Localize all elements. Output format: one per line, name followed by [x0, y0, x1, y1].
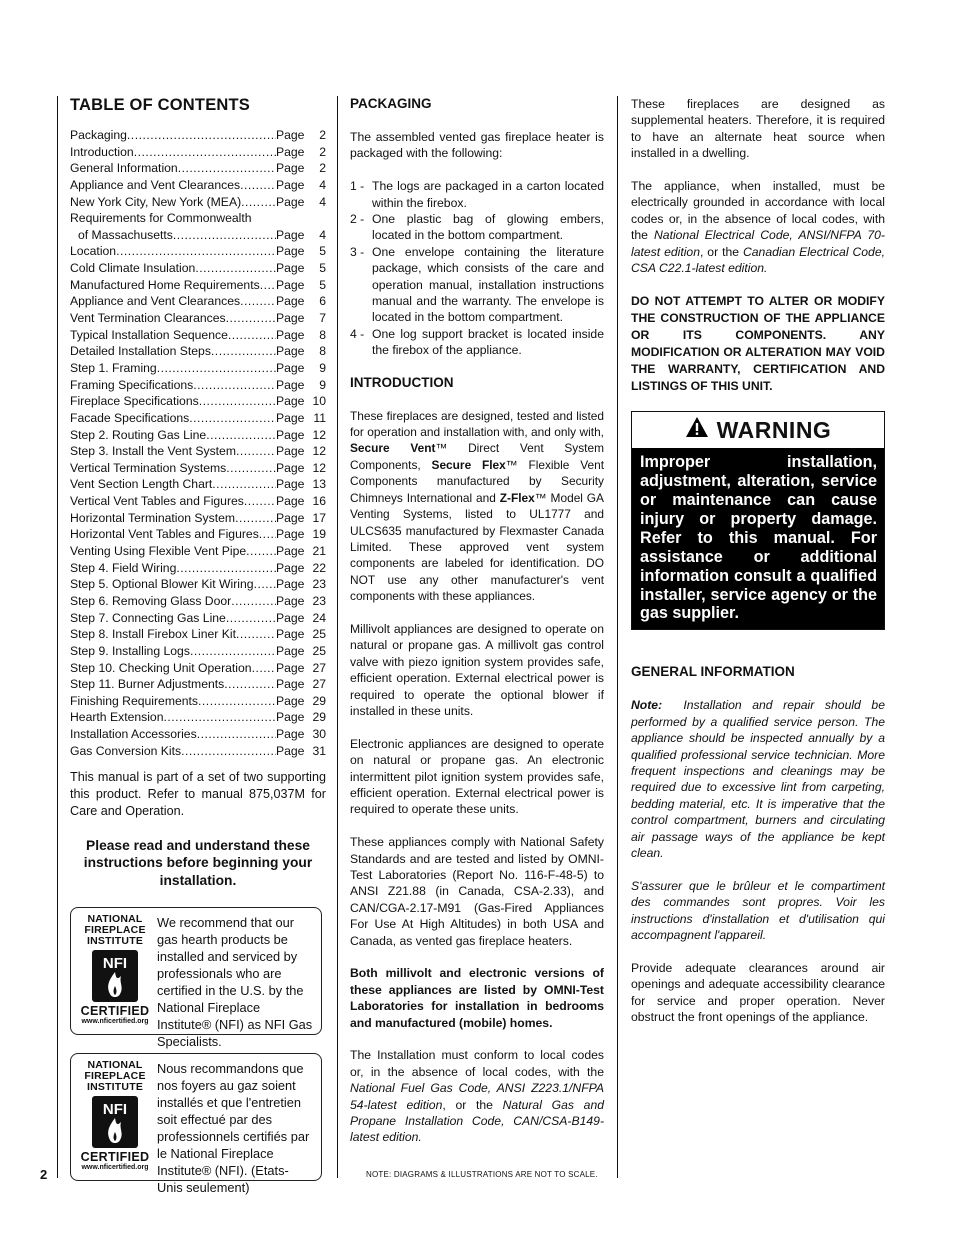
column-right	[631, 96, 885, 1042]
packaging-item-text: One log support bracket is located inside the firebox of the appliance.	[372, 326, 604, 358]
intro-paragraph-millivolt: Millivolt appliances are designed to operate on natural or propane gas. A millivolt gas control valve with piezo ignition system provides safe, efficient operation. External electrical power is required to operate the optional blower if installed in these units.	[350, 621, 604, 718]
packaging-item-number: 4 -	[350, 326, 365, 341]
toc-entry-page	[276, 593, 326, 610]
toc-leader-dots	[198, 693, 276, 710]
intro-paragraph-listing: Both millivolt and electronic versions of these appliances are listed by OMNI-Test Laboratories for installation in bedrooms and manufactured (mobile) homes.	[350, 966, 604, 1030]
toc-leader-dots	[246, 543, 276, 560]
toc-page-number: 6	[319, 294, 326, 309]
toc-page-label: Page	[276, 144, 305, 159]
nfi-flame-icon	[92, 950, 138, 1002]
toc-page-number: 30	[312, 727, 326, 742]
toc-entry-page	[276, 726, 326, 743]
nfi-mark-text: NFI	[102, 954, 128, 972]
toc-leader-dots	[235, 510, 276, 527]
toc-entry[interactable]	[70, 377, 326, 394]
toc-entry-title: Fireplace Specifications	[70, 394, 199, 409]
toc-entry[interactable]	[70, 243, 326, 260]
toc-entry-page	[276, 243, 326, 260]
toc-page-label: Page	[276, 560, 305, 575]
toc-entry[interactable]	[70, 660, 326, 677]
toc-page-label: Page	[276, 244, 305, 259]
toc-entry-page	[276, 194, 326, 211]
nfi-url: www.nficertified.org	[81, 1017, 149, 1025]
toc-leader-dots	[240, 293, 276, 310]
toc-entry-title: Step 9. Installing Logs	[70, 643, 190, 658]
intro-paragraph-electronic: Electronic appliances are designed to operate on natural or propane gas. An electronic intermittent pilot ignition system provides safe, efficient operation. External electrical power is required to operate these units.	[350, 736, 604, 817]
toc-entry[interactable]	[70, 610, 326, 627]
toc-page-label: Page	[276, 544, 305, 559]
footer-note: NOTE: DIAGRAMS & ILLUSTRATIONS ARE NOT TO SCALE.	[366, 1170, 598, 1179]
toc-leader-dots	[252, 660, 276, 677]
toc-leader-dots	[157, 360, 276, 377]
toc-entry[interactable]	[70, 743, 326, 760]
toc-entry[interactable]	[70, 543, 326, 560]
toc-entry-title: Hearth Extension	[70, 710, 164, 725]
toc-entry[interactable]	[70, 526, 326, 543]
toc-entry[interactable]	[70, 160, 326, 177]
toc-page-number: 23	[312, 593, 326, 608]
toc-entry-title: Installation Accessories	[70, 727, 197, 742]
toc-entry[interactable]	[70, 560, 326, 577]
toc-entry-title: Venting Using Flexible Vent Pipe	[70, 544, 247, 559]
toc-page-number: 2	[319, 161, 326, 176]
toc-page-label: Page	[276, 477, 305, 492]
toc-entry-title: Vertical Termination Systems	[70, 460, 227, 475]
toc-page-number: 23	[312, 577, 326, 592]
toc-entry-title: Step 6. Removing Glass Door	[70, 593, 232, 608]
toc-page-number: 31	[312, 743, 326, 758]
toc-leader-dots	[236, 626, 276, 643]
toc-entry-title: Vertical Vent Tables and Figures	[70, 494, 244, 509]
intro-paragraph-standards: These appliances comply with National Safety Standards and are tested and listed by OMNI-Test Laboratories (Report No. 116-F-48-5) to ANSI Z21.88 (in Canada, CSA-2.33), and CAN/CGA-2.17-M91 (Gas-Fired Appliances For Use At High Altitudes) in both USA and Canada, as vented gas fireplace heaters.	[350, 835, 604, 948]
packaging-item	[350, 178, 604, 211]
toc-page-label: Page	[276, 660, 305, 675]
nfi-brand: NATIONAL FIREPLACE INSTITUTE	[84, 912, 146, 947]
toc-leader-dots	[181, 743, 276, 760]
intro-paragraph-vent: These fireplaces are designed, tested and listed for operation and installation with, and only with, Secure Vent™ Direct Vent System Components, Secure Flex™ Flexible Vent Components manufactured by Security Chimneys International and Z-Flex™ Model GA Venting Systems, listed to UL1777 and ULCS635 manufactured by Flexmaster Canada Limited. These approved vent system components are labeled for identification. DO NOT use any other manufacturer's vent components with these appliances.	[350, 408, 605, 604]
toc-entry-title: Step 5. Optional Blower Kit Wiring	[70, 577, 254, 592]
packaging-list	[350, 178, 604, 358]
toc-page-label: Page	[276, 743, 305, 758]
toc-entry-page	[276, 576, 326, 593]
toc-page-label: Page	[276, 527, 305, 542]
toc-entry-page	[276, 160, 326, 177]
toc-page-number: 17	[312, 510, 326, 525]
toc-entry[interactable]	[70, 227, 326, 244]
nfi-logo	[79, 1060, 151, 1174]
toc-page-number: 8	[319, 344, 326, 359]
toc-page-label: Page	[276, 727, 305, 742]
toc-entry-page	[276, 427, 326, 444]
toc-entry-page	[276, 743, 326, 760]
toc-leader-dots	[127, 127, 276, 144]
nfi-logo	[79, 914, 151, 1028]
column-middle	[350, 96, 604, 1162]
toc-entry[interactable]	[70, 343, 326, 360]
nfi-flame-icon	[92, 1096, 138, 1148]
toc-page-label: Page	[276, 460, 305, 475]
toc-page-number: 11	[313, 410, 326, 425]
nfi-french-box	[70, 1053, 322, 1195]
toc-entry-title: Location	[70, 244, 117, 259]
packaging-item	[350, 244, 604, 326]
toc-entry-title: General Information	[70, 161, 178, 176]
toc-entry[interactable]	[70, 643, 326, 660]
nfi-certified: CERTIFIED	[80, 1149, 150, 1164]
toc-leader-dots	[241, 194, 276, 211]
packaging-heading: PACKAGING	[350, 96, 432, 111]
toc-entry-title: Gas Conversion Kits	[70, 743, 182, 758]
toc-page-number: 27	[312, 660, 326, 675]
toc-entry[interactable]	[70, 709, 326, 726]
toc-page-number: 4	[319, 194, 326, 209]
toc-entry[interactable]	[70, 460, 326, 477]
toc-entry[interactable]	[70, 277, 326, 294]
toc-page-label: Page	[276, 177, 305, 192]
toc-leader-dots	[228, 327, 276, 344]
warning-box	[631, 411, 885, 630]
toc-page-number: 7	[319, 311, 326, 326]
nfi-url: www.nficertified.org	[81, 1163, 149, 1171]
toc-page-label: Page	[276, 410, 305, 425]
toc-entry-title: Step 7. Connecting Gas Line	[70, 610, 226, 625]
toc-entry[interactable]	[70, 443, 326, 460]
toc-page-label: Page	[276, 510, 305, 525]
toc-leader-dots	[134, 144, 276, 161]
toc-page-label: Page	[276, 710, 305, 725]
toc-page-label: Page	[276, 161, 305, 176]
modification-warning: DO NOT ATTEMPT TO ALTER OR MODIFY THE CONSTRUCTION OF THE APPLIANCE OR ITS COMPONENTS. ANY MODIFICATION OR ALTERATION MAY VOID THE WARRANTY, CERTIFICATION AND LISTINGS OF THIS UNIT.	[631, 293, 885, 393]
toc-entry[interactable]	[70, 293, 326, 310]
packaging-item-text: The logs are packaged in a carton located within the firebox.	[372, 179, 604, 210]
packaging-item-number: 1 -	[350, 179, 365, 194]
toc-entry-page	[276, 560, 326, 577]
toc-entry[interactable]	[70, 427, 326, 444]
toc-entry[interactable]	[70, 676, 326, 693]
toc-entry-page	[276, 660, 326, 677]
toc-entry-title: Step 10. Checking Unit Operation	[70, 660, 252, 675]
toc-entry-title: Step 4. Field Wiring	[70, 560, 177, 575]
toc-entry-page	[276, 643, 326, 660]
toc-entry-title: Framing Specifications	[70, 377, 194, 392]
toc-entry-page	[276, 393, 326, 410]
column-rule-left	[57, 96, 58, 1178]
toc-page-number: 12	[312, 427, 326, 442]
toc-entry[interactable]	[70, 194, 326, 211]
toc-page-label: Page	[276, 577, 305, 592]
toc-entry-page	[276, 610, 326, 627]
toc-leader-dots	[224, 676, 276, 693]
toc-page-label: Page	[276, 227, 305, 242]
toc-page-label: Page	[276, 194, 305, 209]
toc-page-number: 29	[312, 693, 326, 708]
toc-entry[interactable]	[70, 393, 326, 410]
toc-page-label: Page	[276, 643, 305, 658]
toc-entry-page	[276, 177, 326, 194]
packaging-item-number: 2 -	[350, 212, 365, 227]
toc-page-number: 16	[312, 494, 326, 509]
french-note: S'assurer que le brûleur et le compartiment des commandes sont propres. Voir les instructions d'installation et d'utilisation qui accompagnent l'appareil.	[631, 878, 885, 943]
toc-entry[interactable]	[70, 210, 326, 227]
packaging-item-text: One plastic bag of glowing embers, located in the bottom compartment.	[372, 212, 604, 243]
toc-leader-dots	[226, 310, 276, 327]
toc-entry[interactable]	[70, 177, 326, 194]
packaging-item-number: 3 -	[350, 244, 365, 259]
toc-page-label: Page	[276, 277, 305, 292]
toc-entry-page	[276, 327, 326, 344]
toc-leader-dots	[193, 377, 276, 394]
toc-entry-page	[276, 277, 326, 294]
toc-entry-page	[276, 293, 326, 310]
toc-entry-title: Step 8. Install Firebox Liner Kit	[70, 627, 236, 642]
toc-page-number: 4	[319, 227, 326, 242]
toc-entry[interactable]	[70, 310, 326, 327]
toc-entry[interactable]	[70, 476, 326, 493]
packaging-item	[350, 326, 604, 359]
toc-page-number: 22	[312, 560, 326, 575]
supplemental-heater-note: These fireplaces are designed as supplemental heaters. Therefore, it is required to have an alternate heat source when installed in a dwelling.	[631, 97, 885, 161]
toc-leader-dots	[164, 709, 277, 726]
toc-entry-title: New York City, New York (MEA)	[70, 194, 242, 209]
clearances-note: Provide adequate clearances around air openings and adequate accessibility clearance for service and proper operation. Never obstruct the front openings of the appliance.	[631, 960, 885, 1025]
manual-note: This manual is part of a set of two supporting this product. Refer to manual 875,037M for Care and Operation.	[70, 770, 326, 819]
toc-page-number: 24	[312, 610, 326, 625]
column-rule-middle	[337, 96, 338, 1178]
toc-leader-dots	[226, 460, 276, 477]
toc-entry-title: Cold Climate Insulation	[70, 261, 196, 276]
nfi-english-box	[70, 907, 322, 1049]
nfi-french-text: Nous recommandons que nos foyers au gaz soient installés et que l'entretien soit effectué par des professionnels certifiés par le National Fireplace Institute® (NFI). (Etats-Unis seulement)	[157, 1060, 310, 1195]
toc-page-label: Page	[276, 360, 305, 375]
toc-entry[interactable]	[70, 144, 326, 161]
toc-page-number: 27	[312, 677, 326, 692]
toc-entry-page	[276, 676, 326, 693]
toc-page-number: 9	[319, 360, 326, 375]
toc-leader-dots	[212, 476, 276, 493]
toc-page-label: Page	[276, 128, 305, 142]
toc-entry-page	[276, 377, 326, 394]
toc-page-label: Page	[276, 610, 305, 625]
toc-page-label: Page	[276, 327, 305, 342]
toc-leader-dots	[190, 643, 276, 660]
toc-entry-page	[276, 626, 326, 643]
toc-leader-dots	[259, 526, 276, 543]
toc-entry-title: Detailed Installation Steps	[70, 344, 211, 359]
toc-page-label: Page	[276, 677, 305, 692]
toc-page-number: 12	[312, 460, 326, 475]
column-rule-right	[617, 96, 618, 1178]
toc-entry-title: Vent Section Length Chart	[70, 477, 213, 492]
toc-entry-title: Step 1. Framing	[70, 360, 157, 375]
toc-page-number: 25	[312, 627, 326, 642]
toc-page-label: Page	[276, 444, 305, 459]
toc-page-number: 12	[312, 444, 326, 459]
toc-entry-title: Horizontal Vent Tables and Figures	[70, 527, 259, 542]
toc-leader-dots	[240, 177, 276, 194]
toc-entry-title: Step 2. Routing Gas Line	[70, 427, 207, 442]
toc-entry-title: Appliance and Vent Clearances	[70, 294, 241, 309]
toc-entry-title: Finishing Requirements	[70, 693, 199, 708]
toc-entry[interactable]	[70, 626, 326, 643]
toc-page-label: Page	[276, 494, 305, 509]
toc-leader-dots	[260, 277, 276, 294]
toc-heading: TABLE OF CONTENTS	[70, 96, 251, 114]
toc-leader-dots	[244, 493, 276, 510]
toc-page-number: 9	[319, 377, 326, 392]
toc-entry-title: Facade Specifications	[70, 410, 190, 425]
toc-page-number: 5	[319, 244, 326, 259]
toc-leader-dots	[116, 243, 276, 260]
toc-entry[interactable]	[70, 360, 326, 377]
toc-entry[interactable]	[70, 493, 326, 510]
packaging-item-text: One envelope containing the literature package, which consists of the care and operation manual, installation instructions manual and the warranty. The envelope is located in the bottom compartment.	[372, 244, 604, 325]
toc-leader-dots	[173, 227, 276, 244]
toc-page-number: 29	[312, 710, 326, 725]
toc-entry-page	[276, 310, 326, 327]
toc-page-number: 2	[319, 128, 326, 142]
packaging-intro: The assembled vented gas fireplace heater is packaged with the following:	[350, 130, 604, 161]
warning-header	[632, 412, 884, 448]
toc-entry-title: of Massachusetts	[78, 227, 173, 242]
toc-entry[interactable]	[70, 593, 326, 610]
toc-page-number: 13	[312, 477, 326, 492]
toc-page-number: 19	[312, 527, 326, 542]
toc-entry-title: Introduction	[70, 144, 134, 159]
toc-entry-page	[276, 227, 326, 244]
toc-entry[interactable]	[70, 260, 326, 277]
intro-paragraph-codes: The Installation must conform to local codes or, in the absence of local codes, with the National Fuel Gas Code, ANSI Z223.1/NFPA 54-latest edition, or the Natural Gas and Propane Installation Code, CAN/CSA-B149-latest edition.	[350, 1048, 604, 1145]
toc-page-label: Page	[276, 693, 305, 708]
toc-page-label: Page	[276, 394, 305, 409]
toc-leader-dots	[226, 610, 276, 627]
toc-page-label: Page	[276, 427, 305, 442]
toc-entry-title: Manufactured Home Requirements	[70, 277, 260, 292]
warning-text: Improper installation, adjustment, alteration, service or maintenance can cause injury or property damage. Refer to this manual. For assistance or additional information consult a qualified installer, service agency or the gas supplier.	[632, 448, 884, 629]
toc-entry-page	[276, 144, 326, 161]
toc-leader-dots	[254, 576, 276, 593]
toc-page-label: Page	[276, 377, 305, 392]
toc-page-number: 25	[312, 643, 326, 658]
toc-page-label: Page	[276, 627, 305, 642]
column-left	[70, 96, 326, 1195]
nfi-mark-text: NFI	[102, 1100, 128, 1118]
nfi-brand: NATIONAL FIREPLACE INSTITUTE	[84, 1058, 146, 1093]
toc-page-label: Page	[276, 261, 305, 276]
toc-leader-dots	[189, 410, 276, 427]
toc-entry-page	[276, 543, 326, 560]
toc-entry[interactable]	[70, 127, 326, 144]
toc-page-number: 4	[319, 177, 326, 192]
toc-leader-dots	[231, 593, 276, 610]
toc-leader-dots	[197, 726, 276, 743]
introduction-heading: INTRODUCTION	[350, 374, 454, 390]
toc-leader-dots	[178, 160, 276, 177]
toc-entry-title: Step 3. Install the Vent System	[70, 444, 236, 459]
toc-leader-dots	[211, 343, 276, 360]
packaging-item	[350, 211, 604, 244]
toc-entry[interactable]	[70, 327, 326, 344]
nfi-english-text: We recommend that our gas hearth products be installed and serviced by professionals who are certified in the U.S. by the National Fireplace Institute® (NFI) as NFI Gas Specialists.	[157, 914, 313, 1049]
toc-entry-title: Vent Termination Clearances	[70, 311, 226, 326]
toc-leader-dots	[206, 427, 276, 444]
toc-entry-page	[276, 343, 326, 360]
toc-entry-page	[276, 460, 326, 477]
toc-page-label: Page	[276, 593, 305, 608]
service-note: Note: Installation and repair should be performed by a qualified service person. The appliance should be inspected annually by a qualified professional service technician. More frequent inspections and cleanings may be required due to excessive lint from carpeting, bedding material, etc. It is imperative that the control compartment, burners and circulating air passage ways of the appliance be kept clean.	[631, 698, 885, 861]
toc-entry-page	[276, 410, 326, 427]
toc-leader-dots	[236, 443, 276, 460]
toc-leader-dots	[199, 393, 276, 410]
toc-entry-title: Packaging	[70, 128, 127, 142]
toc-entry-page	[276, 526, 326, 543]
toc-page-number: 2	[319, 144, 326, 159]
general-info-heading: GENERAL INFORMATION	[631, 664, 795, 680]
toc-leader-dots	[176, 560, 276, 577]
toc-entry-page	[276, 476, 326, 493]
toc-entry-page	[276, 260, 326, 277]
toc-entry-page	[276, 510, 326, 527]
toc-page-number: 8	[319, 327, 326, 342]
toc-entry-page	[276, 693, 326, 710]
toc-page-number: 21	[312, 544, 326, 559]
toc-page-number: 5	[319, 277, 326, 292]
toc-entry[interactable]	[70, 693, 326, 710]
toc-entry[interactable]	[70, 576, 326, 593]
toc-entry-page	[276, 709, 326, 726]
toc-page-number: 5	[319, 261, 326, 276]
toc-entry-page	[276, 127, 326, 144]
toc-entry[interactable]	[70, 510, 326, 527]
grounding-note: The appliance, when installed, must be electrically grounded in accordance with local codes or, in the absence of local codes, with the National Electrical Code, ANSI/NFPA 70-latest edition, or the Canadian Electrical Code, CSA C22.1-latest edition.	[631, 179, 885, 276]
toc-entry-page	[276, 443, 326, 460]
read-notice: Please read and understand these instructions before beginning your installation.	[83, 837, 313, 888]
toc-entry[interactable]	[70, 726, 326, 743]
toc-entry-title: Requirements for Commonwealth	[70, 211, 252, 226]
toc-page-label: Page	[276, 294, 305, 309]
warning-triangle-icon	[685, 416, 709, 444]
toc-list	[70, 127, 326, 759]
toc-entry-page	[276, 493, 326, 510]
page-number: 2	[40, 1167, 48, 1182]
toc-entry-title: Typical Installation Sequence	[70, 327, 228, 342]
toc-entry-title: Step 11. Burner Adjustments	[70, 677, 225, 692]
toc-page-label: Page	[276, 344, 305, 359]
toc-entry-title: Horizontal Termination System	[70, 510, 236, 525]
toc-leader-dots	[195, 260, 276, 277]
warning-title: WARNING	[716, 416, 832, 443]
toc-entry-page	[276, 360, 326, 377]
toc-entry[interactable]	[70, 410, 326, 427]
toc-entry-title: Appliance and Vent Clearances	[70, 177, 241, 192]
toc-page-number: 10	[312, 394, 326, 409]
nfi-certified: CERTIFIED	[80, 1003, 150, 1018]
toc-page-label: Page	[276, 311, 305, 326]
